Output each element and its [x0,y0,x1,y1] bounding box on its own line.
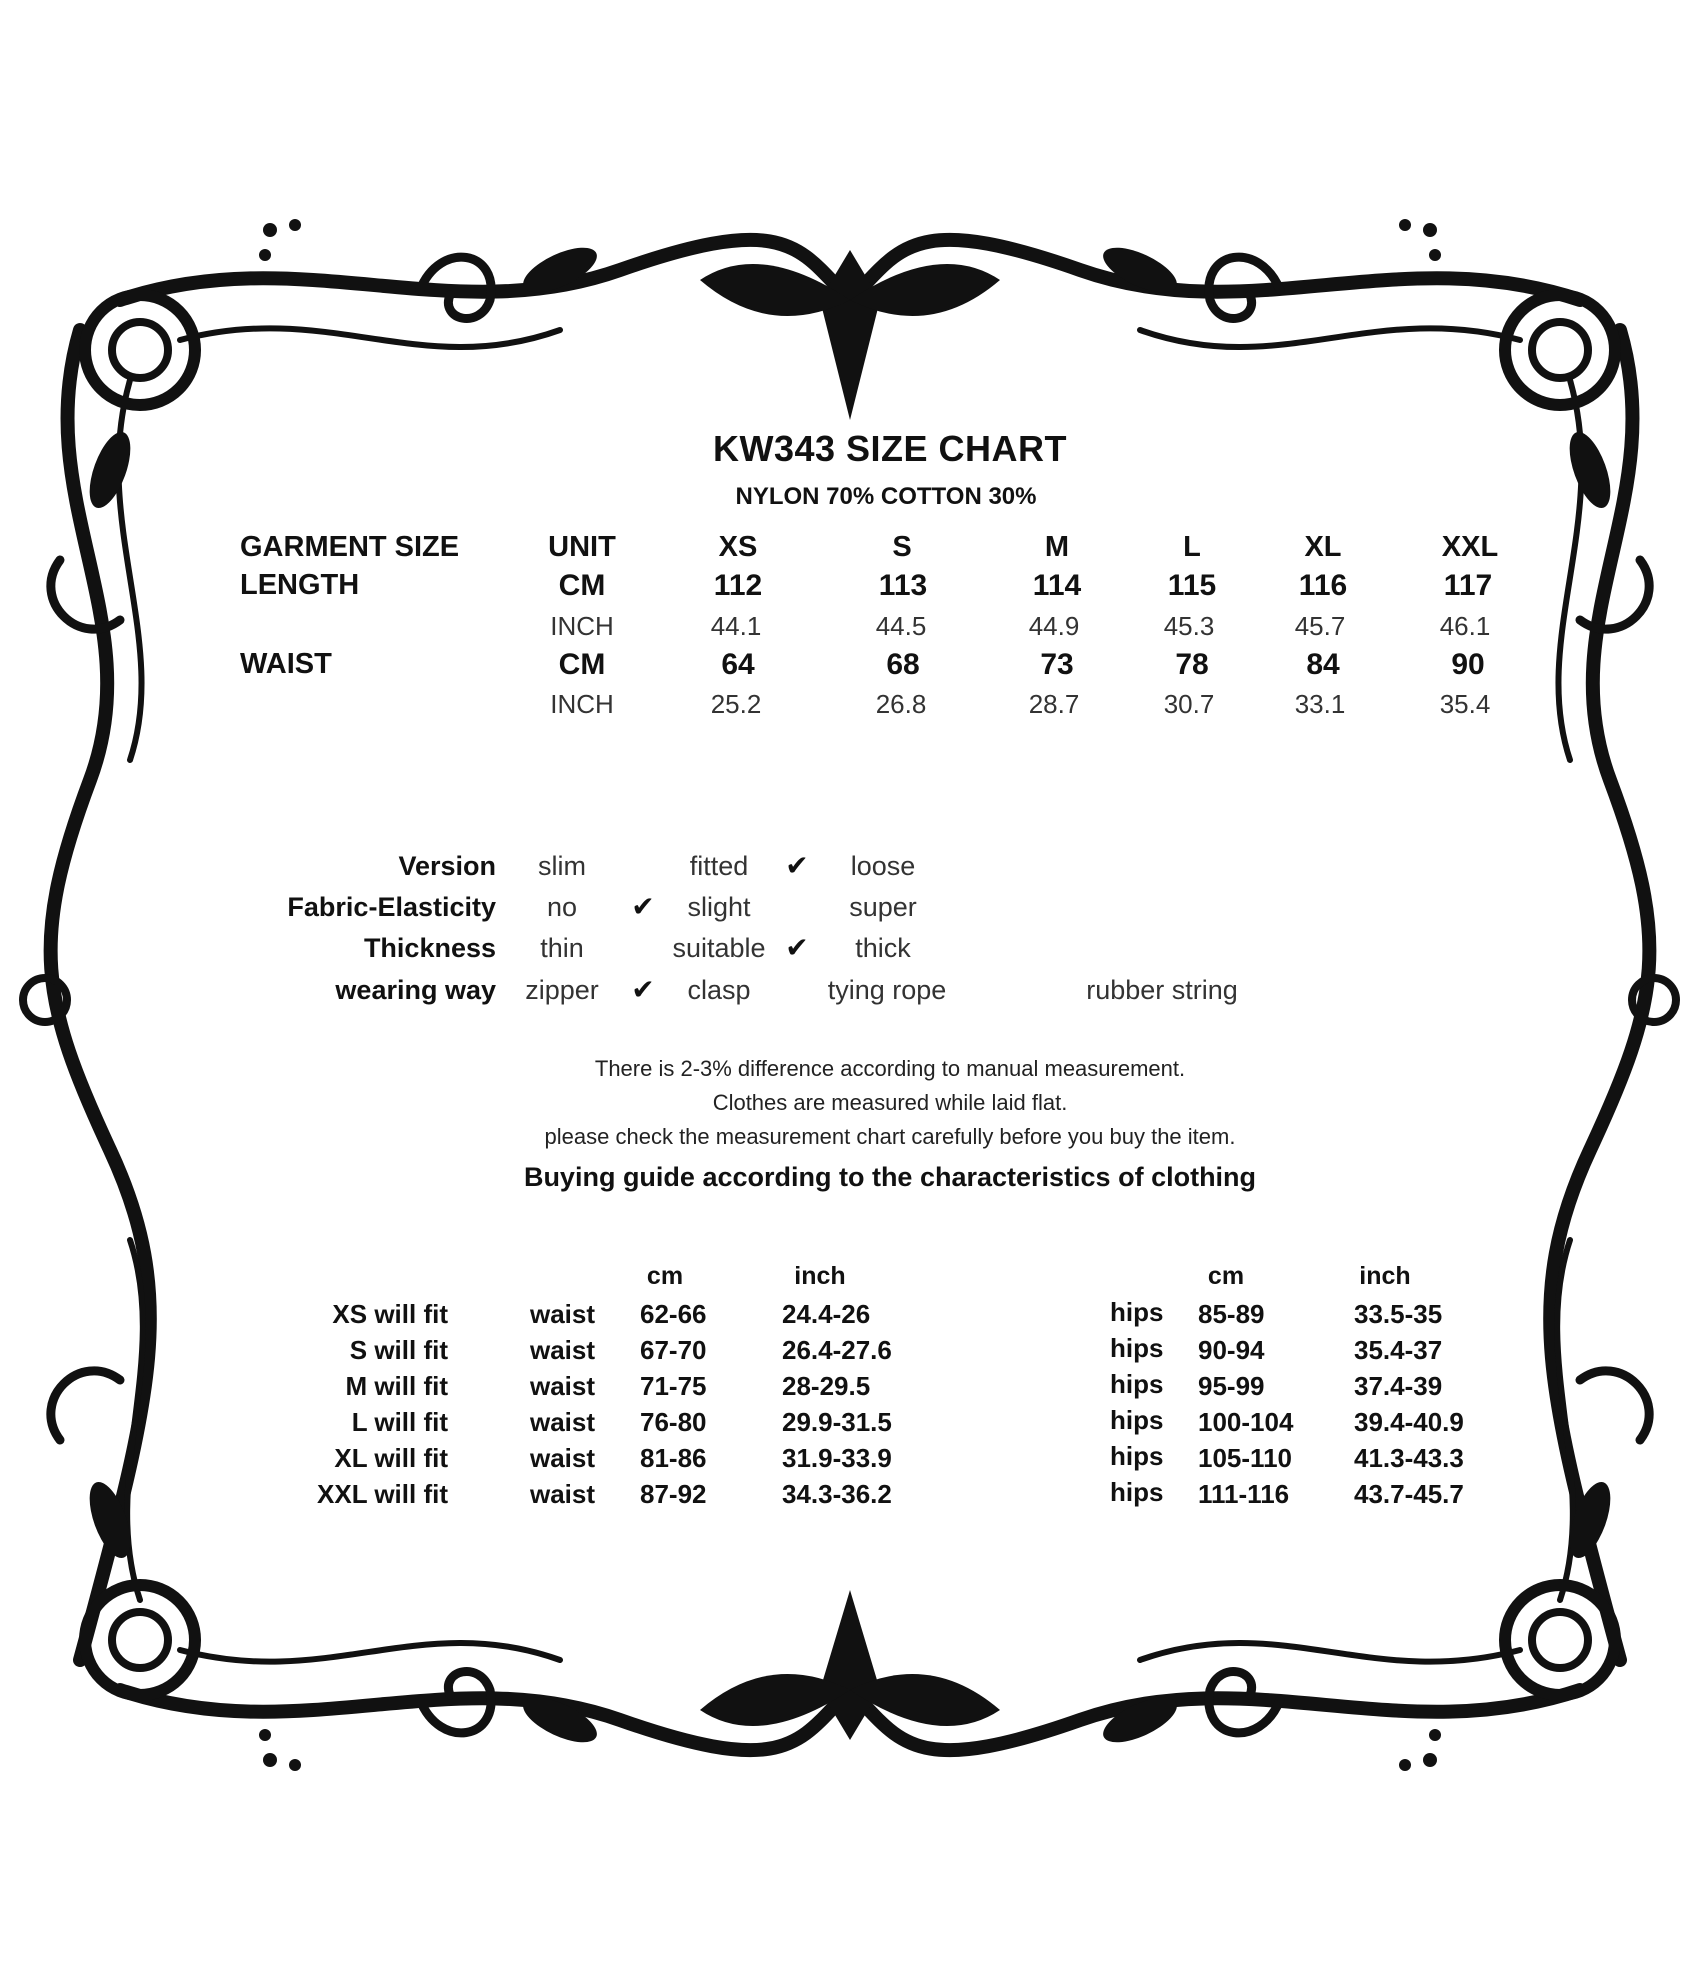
fit-hips-label: hips [1110,1333,1164,1363]
fit-waist-label: waist [530,1479,596,1509]
waist-cm-xl: 84 [1306,648,1340,681]
waist-cm-l: 78 [1175,648,1209,681]
fit-hips-inch: 43.7-45.7 [1354,1479,1464,1509]
waist-inch-xs: 25.2 [710,689,762,719]
length-inch-xs: 44.1 [710,611,762,641]
fit-waist-inch: 28-29.5 [782,1371,871,1401]
size-header-m: M [1044,531,1070,563]
waist-unit-cm: CM [558,648,606,681]
fit-hips-label: hips [1110,1405,1164,1435]
feature-option: clasp [687,975,751,1005]
fit-hips-inch: 41.3-43.3 [1354,1443,1464,1473]
chart-title: KW343 SIZE CHART [712,428,1068,469]
size-header-s: S [892,531,912,563]
feature-option: slight [687,892,751,922]
waist-inch-m: 28.7 [1028,689,1080,719]
fit-waist-label: waist [530,1443,596,1473]
length-cm-s: 113 [878,569,928,602]
fit-hips-inch: 33.5-35 [1354,1299,1443,1329]
fit-size-label: XS will fit [332,1299,448,1329]
fit-waist-label: waist [530,1335,596,1365]
feature-option: slim [538,851,586,881]
feature-option: rubber string [1086,975,1238,1005]
fit-size-label: M will fit [345,1371,448,1401]
fit-hips-cm: 85-89 [1198,1299,1265,1329]
waist-inch-l: 30.7 [1163,689,1215,719]
fit-waist-cm: 87-92 [640,1479,707,1509]
fit-col-cm: cm [646,1262,684,1290]
garment-size-header: GARMENT SIZE [240,531,460,563]
fit-waist-label: waist [530,1371,596,1401]
fit-waist-cm: 71-75 [640,1371,707,1401]
size-header-xxl: XXL [1441,531,1499,563]
feature-option: suitable [672,933,766,963]
fit-hips-cm: 100-104 [1198,1407,1294,1437]
fit-hips-label: hips [1110,1369,1164,1399]
fit-waist-inch: 29.9-31.5 [782,1407,892,1437]
length-cm-m: 114 [1032,569,1082,602]
size-header-xs: XS [718,531,758,563]
fit-col-inch: inch [794,1262,846,1290]
fit-waist-label: waist [530,1299,596,1329]
check-icon: ✔ [631,974,655,1005]
fit-col-cm: cm [1207,1262,1245,1290]
feature-option: super [849,892,917,922]
length-cm-xxl: 117 [1443,569,1493,602]
fit-size-label: XXL will fit [317,1479,448,1509]
size-header-l: L [1183,531,1201,563]
fit-hips-inch: 39.4-40.9 [1354,1407,1464,1437]
feature-option: tying rope [827,975,947,1005]
length-inch-s: 44.5 [875,611,927,641]
fit-waist-label: waist [530,1407,596,1437]
fit-waist-cm: 76-80 [640,1407,707,1437]
fit-waist-cm: 62-66 [640,1299,707,1329]
note-line: please check the measurement chart carefully before you buy the item. [544,1124,1236,1149]
length-cm-xs: 112 [713,569,763,602]
fit-size-label: XL will fit [334,1443,448,1473]
fit-hips-cm: 90-94 [1198,1335,1265,1365]
waist-inch-xl: 33.1 [1294,689,1346,719]
fit-hips-cm: 95-99 [1198,1371,1265,1401]
waist-cm-xs: 64 [721,648,755,681]
waist-cm-s: 68 [886,648,920,681]
waist-cm-m: 73 [1040,648,1074,681]
feature-label-elasticity: Fabric-Elasticity [287,892,496,922]
fit-waist-inch: 24.4-26 [782,1299,871,1329]
buying-guide-title: Buying guide according to the characteristics of clothing [523,1162,1257,1192]
feature-option: fitted [689,851,749,881]
feature-option: no [546,892,578,922]
feature-label-wearing-way: wearing way [335,975,496,1005]
fit-hips-cm: 105-110 [1198,1443,1292,1473]
feature-option: zipper [525,975,599,1005]
length-unit-inch: INCH [550,611,614,641]
fit-waist-inch: 34.3-36.2 [782,1479,892,1509]
check-icon: ✔ [785,850,809,881]
fit-waist-cm: 81-86 [640,1443,707,1473]
waist-inch-xxl: 35.4 [1439,689,1491,719]
length-cm-xl: 116 [1298,569,1348,602]
fit-waist-inch: 31.9-33.9 [782,1443,892,1473]
unit-header: UNIT [548,531,616,563]
length-unit-cm: CM [558,569,606,602]
waist-inch-s: 26.8 [875,689,927,719]
fit-hips-label: hips [1110,1441,1164,1471]
waist-label: WAIST [240,648,332,680]
waist-unit-inch: INCH [550,689,614,719]
length-inch-xl: 45.7 [1294,611,1346,641]
length-label: LENGTH [240,569,360,601]
fit-hips-label: hips [1110,1297,1164,1327]
feature-option: loose [850,851,916,881]
feature-option: thick [855,933,911,963]
fit-col-inch: inch [1359,1262,1411,1290]
fit-hips-inch: 37.4-39 [1354,1371,1443,1401]
waist-cm-xxl: 90 [1451,648,1485,681]
material-subtitle: NYLON 70% COTTON 30% [735,483,1037,510]
length-inch-xxl: 46.1 [1439,611,1491,641]
size-header-xl: XL [1304,531,1342,563]
fit-size-label: S will fit [349,1335,448,1365]
fit-waist-inch: 26.4-27.6 [782,1335,892,1365]
check-icon: ✔ [631,891,655,922]
note-line: There is 2-3% difference according to manual measurement. [594,1056,1186,1081]
feature-label-version: Version [398,851,496,881]
length-cm-l: 115 [1167,569,1217,602]
fit-size-label: L will fit [351,1407,448,1437]
fit-waist-cm: 67-70 [640,1335,707,1365]
length-inch-l: 45.3 [1163,611,1215,641]
feature-option: thin [540,933,584,963]
fit-hips-cm: 111-116 [1198,1479,1290,1509]
length-inch-m: 44.9 [1028,611,1080,641]
feature-label-thickness: Thickness [363,933,496,963]
check-icon: ✔ [785,932,809,963]
fit-hips-inch: 35.4-37 [1354,1335,1443,1365]
note-line: Clothes are measured while laid flat. [712,1090,1068,1115]
fit-hips-label: hips [1110,1477,1164,1507]
